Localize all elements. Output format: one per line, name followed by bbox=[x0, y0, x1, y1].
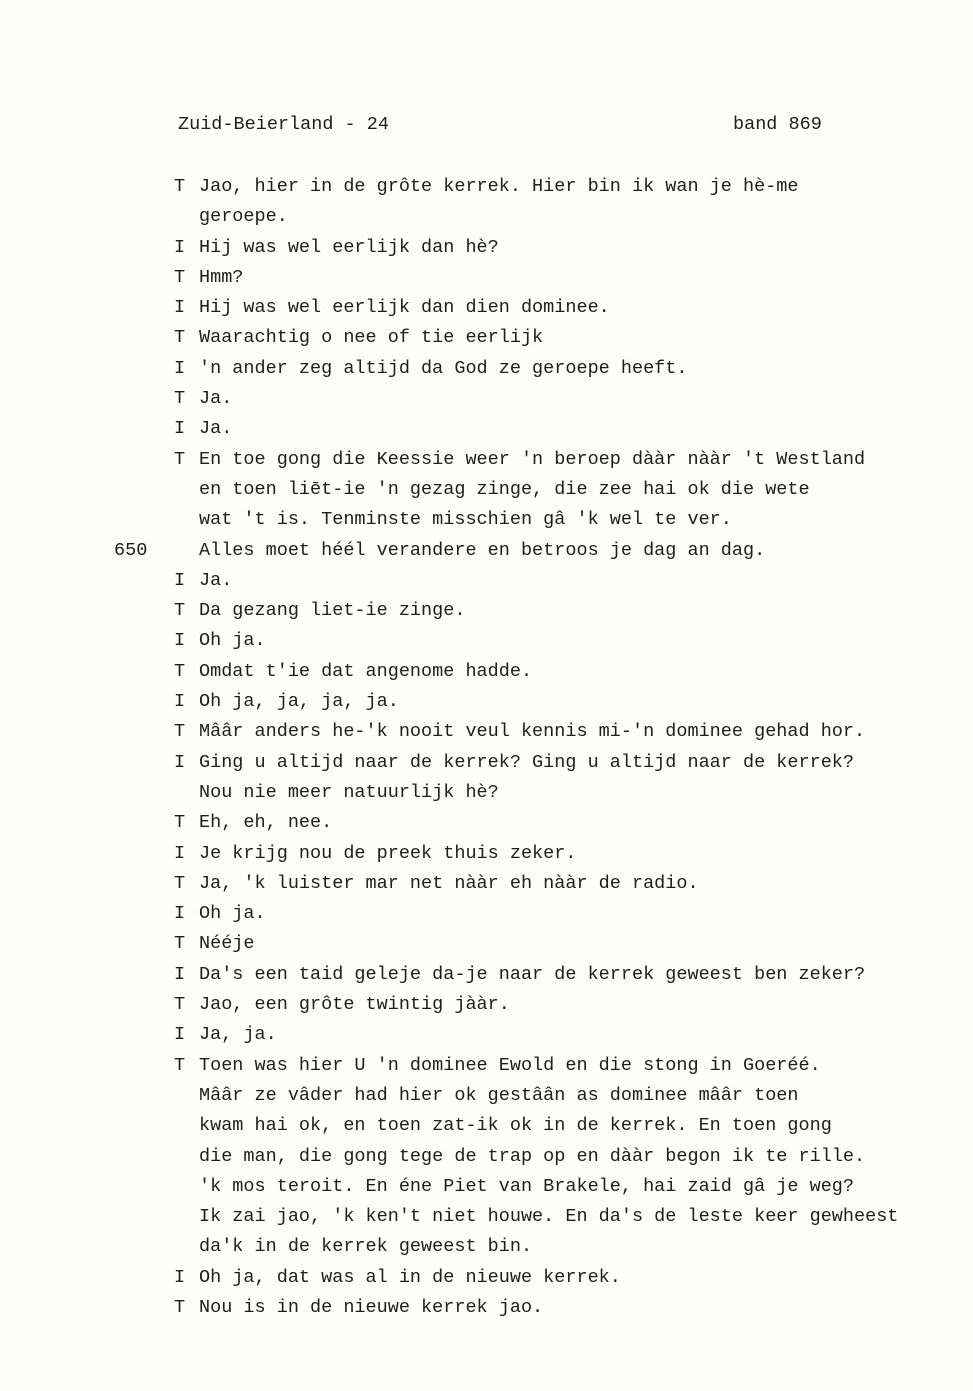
speaker-label: T bbox=[174, 176, 186, 197]
speaker-label: T bbox=[174, 448, 186, 470]
line-text: 'n ander zeg altijd da God ze geroepe heeft. bbox=[199, 357, 688, 379]
transcript-line bbox=[0, 536, 973, 566]
speaker-label: I bbox=[174, 418, 186, 440]
transcript-line bbox=[0, 839, 973, 869]
speaker-label: I bbox=[174, 903, 186, 925]
line-text: Omdat t'ie dat angenome hadde. bbox=[199, 660, 533, 682]
transcript-line bbox=[0, 596, 973, 626]
transcript-line bbox=[0, 687, 973, 717]
transcript-line bbox=[0, 202, 973, 232]
speaker-label: I bbox=[174, 963, 186, 985]
transcript-body bbox=[0, 172, 973, 1323]
transcript-line bbox=[0, 1142, 973, 1172]
transcript-line bbox=[0, 869, 973, 899]
transcript-line bbox=[0, 899, 973, 929]
transcript-line bbox=[0, 1051, 973, 1081]
transcript-line bbox=[0, 323, 973, 353]
line-text: Ja, 'k luister mar net nààr eh nààr de radio. bbox=[199, 872, 699, 894]
line-text: Jao, een grôte twintig jààr. bbox=[199, 994, 510, 1016]
speaker-label: I bbox=[174, 357, 186, 379]
transcript-line bbox=[0, 626, 973, 656]
line-text: Ik zai jao, 'k ken't niet houwe. En da's de leste keer gewheest bbox=[199, 1206, 899, 1228]
line-text: Ja. bbox=[199, 388, 233, 410]
line-text: Ja, ja. bbox=[199, 1024, 277, 1046]
transcript-line bbox=[0, 960, 973, 990]
line-text: 'k mos teroit. En éne Piet van Brakele, hai zaid gâ je weg? bbox=[199, 1175, 855, 1197]
line-text: Toen was hier U 'n dominee Ewold en die stong in Goeréé. bbox=[199, 1054, 821, 1076]
speaker-label: I bbox=[174, 236, 186, 258]
transcript-line bbox=[0, 990, 973, 1020]
speaker-label: T bbox=[174, 660, 186, 682]
transcript-line bbox=[0, 414, 973, 444]
line-number: 650 bbox=[114, 539, 148, 561]
line-text: geroepe. bbox=[199, 206, 288, 228]
transcript-line bbox=[0, 293, 973, 323]
speaker-label: T bbox=[174, 812, 186, 834]
speaker-label: T bbox=[174, 388, 186, 410]
line-text: kwam hai ok, en toen zat-ik ok in de kerrek. En toen gong bbox=[199, 1115, 832, 1137]
transcript-line bbox=[0, 233, 973, 263]
transcript-line bbox=[0, 1263, 973, 1293]
line-text: Jao, hier in de grôte kerrek. Hier bin ik wan je hè-me bbox=[199, 176, 799, 197]
transcript-line bbox=[0, 354, 973, 384]
line-text: Oh ja, dat was al in de nieuwe kerrek. bbox=[199, 1266, 621, 1288]
transcript-line bbox=[0, 505, 973, 535]
line-text: en toen liēt-ie 'n gezag zinge, die zee hai ok die wete bbox=[199, 478, 810, 500]
speaker-label: T bbox=[174, 266, 186, 288]
speaker-label: T bbox=[174, 1054, 186, 1076]
line-text: Nou nie meer natuurlijk hè? bbox=[199, 781, 499, 803]
line-text: Mââr ze vâder had hier ok gestâân as dominee mââr toen bbox=[199, 1084, 799, 1106]
speaker-label: I bbox=[174, 630, 186, 652]
transcript-line bbox=[0, 717, 973, 747]
line-text: Eh, eh, nee. bbox=[199, 812, 333, 834]
speaker-label: T bbox=[174, 721, 186, 743]
speaker-label: I bbox=[174, 1266, 186, 1288]
transcript-line bbox=[0, 263, 973, 293]
speaker-label: T bbox=[174, 1296, 186, 1318]
line-text: Ja. bbox=[199, 418, 233, 440]
speaker-label: I bbox=[174, 1024, 186, 1046]
line-text: Da's een taid geleje da-je naar de kerrek geweest ben zeker? bbox=[199, 963, 866, 985]
line-text: Alles moet héél verandere en betroos je dag an dag. bbox=[199, 539, 766, 561]
transcript-line bbox=[0, 748, 973, 778]
line-text: Mââr anders he-'k nooit veul kennis mi-'n dominee gehad hor. bbox=[199, 721, 866, 743]
transcript-line bbox=[0, 384, 973, 414]
transcript-line bbox=[0, 172, 973, 202]
transcript-line bbox=[0, 1020, 973, 1050]
line-text: En toe gong die Keessie weer 'n beroep dààr nààr 't Westland bbox=[199, 448, 866, 470]
line-text: Nou is in de nieuwe kerrek jao. bbox=[199, 1296, 544, 1318]
line-text: Oh ja, ja, ja, ja. bbox=[199, 691, 399, 713]
line-text: Ja. bbox=[199, 569, 233, 591]
line-text: Ging u altijd naar de kerrek? Ging u altijd naar de kerrek? bbox=[199, 751, 855, 773]
line-text: Oh ja. bbox=[199, 903, 266, 925]
line-text: die man, die gong tege de trap op en dààr begon ik te rille. bbox=[199, 1145, 866, 1167]
transcript-line bbox=[0, 778, 973, 808]
header-band-number: band 869 bbox=[733, 114, 822, 135]
speaker-label: I bbox=[174, 691, 186, 713]
transcript-line bbox=[0, 1202, 973, 1232]
transcript-line bbox=[0, 808, 973, 838]
line-text: Da gezang liet-ie zinge. bbox=[199, 600, 466, 622]
speaker-label: I bbox=[174, 297, 186, 319]
line-text: Je krijg nou de preek thuis zeker. bbox=[199, 842, 577, 864]
transcript-line bbox=[0, 445, 973, 475]
line-text: Nééje bbox=[199, 933, 255, 955]
speaker-label: T bbox=[174, 994, 186, 1016]
speaker-label: T bbox=[174, 327, 186, 349]
speaker-label: I bbox=[174, 842, 186, 864]
transcript-line bbox=[0, 475, 973, 505]
line-text: Hij was wel eerlijk dan dien dominee. bbox=[199, 297, 610, 319]
transcript-line bbox=[0, 1293, 973, 1323]
speaker-label: I bbox=[174, 569, 186, 591]
transcript-line bbox=[0, 657, 973, 687]
line-text: wat 't is. Tenminste misschien gâ 'k wel te ver. bbox=[199, 509, 732, 531]
transcript-line bbox=[0, 566, 973, 596]
line-text: Oh ja. bbox=[199, 630, 266, 652]
speaker-label: T bbox=[174, 600, 186, 622]
speaker-label: T bbox=[174, 933, 186, 955]
line-text: Waarachtig o nee of tie eerlijk bbox=[199, 327, 544, 349]
transcript-line bbox=[0, 1232, 973, 1262]
speaker-label: I bbox=[174, 751, 186, 773]
line-text: Hmm? bbox=[199, 266, 244, 288]
line-text: Hij was wel eerlijk dan hè? bbox=[199, 236, 499, 258]
header-title: Zuid-Beierland - 24 bbox=[178, 114, 389, 135]
transcript-line bbox=[0, 1111, 973, 1141]
line-text: da'k in de kerrek geweest bin. bbox=[199, 1236, 533, 1258]
transcript-line bbox=[0, 929, 973, 959]
transcript-line bbox=[0, 1081, 973, 1111]
transcript-line bbox=[0, 1172, 973, 1202]
speaker-label: T bbox=[174, 872, 186, 894]
